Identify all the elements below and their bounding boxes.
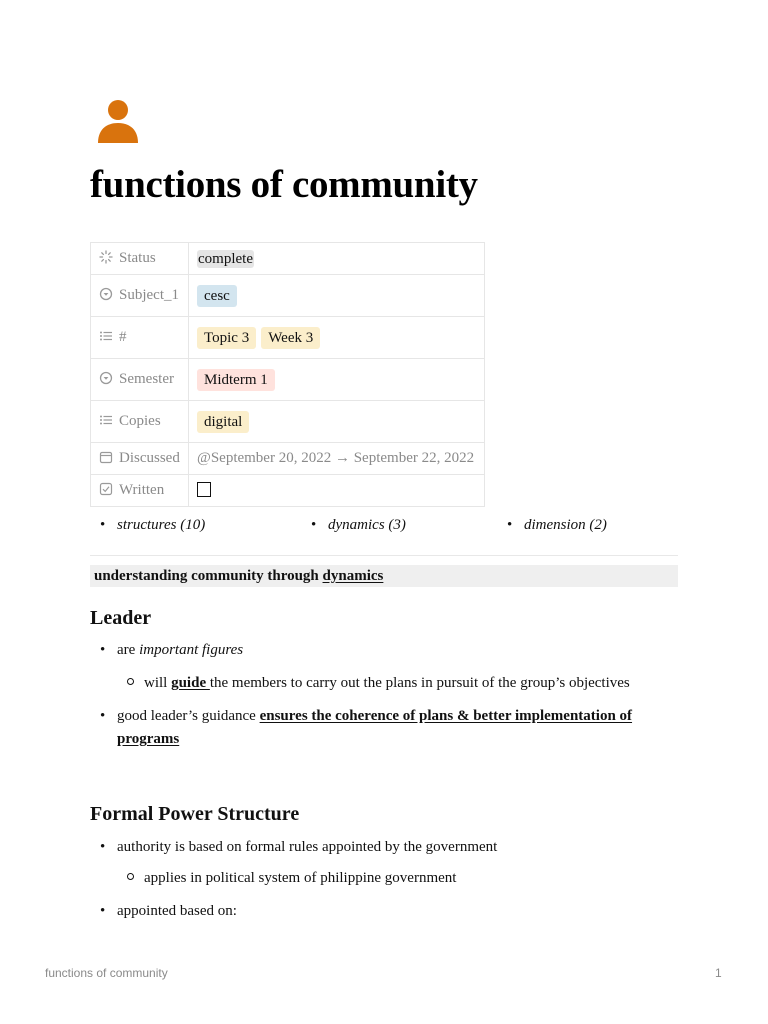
property-key-label: Status [119,250,156,266]
property-row-copies [91,401,485,443]
divider [90,555,678,556]
property-value[interactable] [189,475,485,507]
select-icon [99,287,113,301]
property-row-written [91,475,485,507]
bold-underlined-text: ensures the coherence of plans & better implementation of [259,708,633,724]
list-item [100,900,237,923]
section-heading-formal-power: Formal Power Structure [90,803,300,825]
property-row-subject [91,275,485,317]
list-item [100,836,498,859]
property-row-hash [91,317,485,359]
person-icon [98,99,138,143]
semester-tag: Midterm 1 [197,369,275,391]
status-icon [99,250,113,264]
property-row-semester [91,359,485,401]
emphasis-text: important figures [139,642,244,658]
callout-text: understanding community through [94,568,323,584]
list-text: will [144,675,172,691]
list-text: applies in political system of philippine government [144,870,457,886]
property-key-label: Subject_1 [119,287,179,303]
list-item-nested [144,672,630,695]
property-row-discussed [91,443,485,475]
property-key-label: # [119,329,127,345]
copies-tag: digital [197,411,249,433]
list-item [100,705,657,751]
select-icon [99,371,113,385]
list-text: are [117,642,140,658]
checkbox-icon [99,482,113,496]
property-row-status [91,243,485,275]
property-key [91,475,189,507]
properties-table [90,242,485,507]
property-value[interactable] [189,359,485,401]
related-page-link[interactable]: dimension (2) [524,517,607,533]
discussed-start-date: @September 20, 2022 [197,450,332,466]
list-item-nested [144,867,456,890]
list-item [100,639,244,662]
status-tag: complete [198,250,253,267]
related-page-link[interactable]: dynamics (3) [328,517,406,533]
page-title: functions of community [90,163,478,206]
property-key [91,401,189,443]
property-key-label: Discussed [119,450,180,466]
property-key-label: Copies [119,413,161,429]
property-value[interactable] [189,317,485,359]
calendar-icon [99,450,113,464]
bold-underlined-text: guide [171,675,210,691]
property-key [91,243,189,275]
hollow-bullet-icon [127,678,134,685]
bold-underlined-text: programs [117,731,180,747]
property-key [91,359,189,401]
callout [90,565,678,587]
property-key [91,275,189,317]
list-icon [99,413,113,427]
property-key-label: Semester [119,371,174,387]
discussed-end-date: September 22, 2022 [353,450,475,466]
page-number: 1 [715,966,722,980]
bullet-icon: • [100,903,106,919]
list-icon [99,329,113,343]
callout-link[interactable]: dynamics [322,568,384,584]
section-heading-leader: Leader [90,607,152,629]
property-value[interactable] [189,243,485,275]
bullet-icon: • [100,708,106,724]
subject-tag: cesc [197,285,237,307]
bullet-icon: • [100,839,106,855]
list-text: the members to carry out the plans in pursuit of the group’s objectives [209,675,630,691]
list-text: appointed based on: [117,903,237,919]
bullet-icon: • [507,517,513,533]
property-key [91,443,189,475]
date-range-arrow: → [334,450,350,466]
property-value[interactable] [189,443,485,475]
footer-title: functions of community [45,966,168,980]
bullet-icon: • [311,517,317,533]
week-tag: Week 3 [261,327,320,349]
property-key-label: Written [119,482,165,498]
topic-tag: Topic 3 [197,327,256,349]
property-key [91,317,189,359]
bullet-icon: • [100,517,106,533]
hollow-bullet-icon [127,873,134,880]
list-text: good leader’s guidance [117,708,260,724]
related-page-link[interactable]: structures (10) [117,517,206,533]
bullet-icon: • [100,642,106,658]
property-value[interactable] [189,275,485,317]
written-checkbox[interactable] [197,482,211,497]
list-text: authority is based on formal rules appointed by the government [117,839,498,855]
property-value[interactable] [189,401,485,443]
